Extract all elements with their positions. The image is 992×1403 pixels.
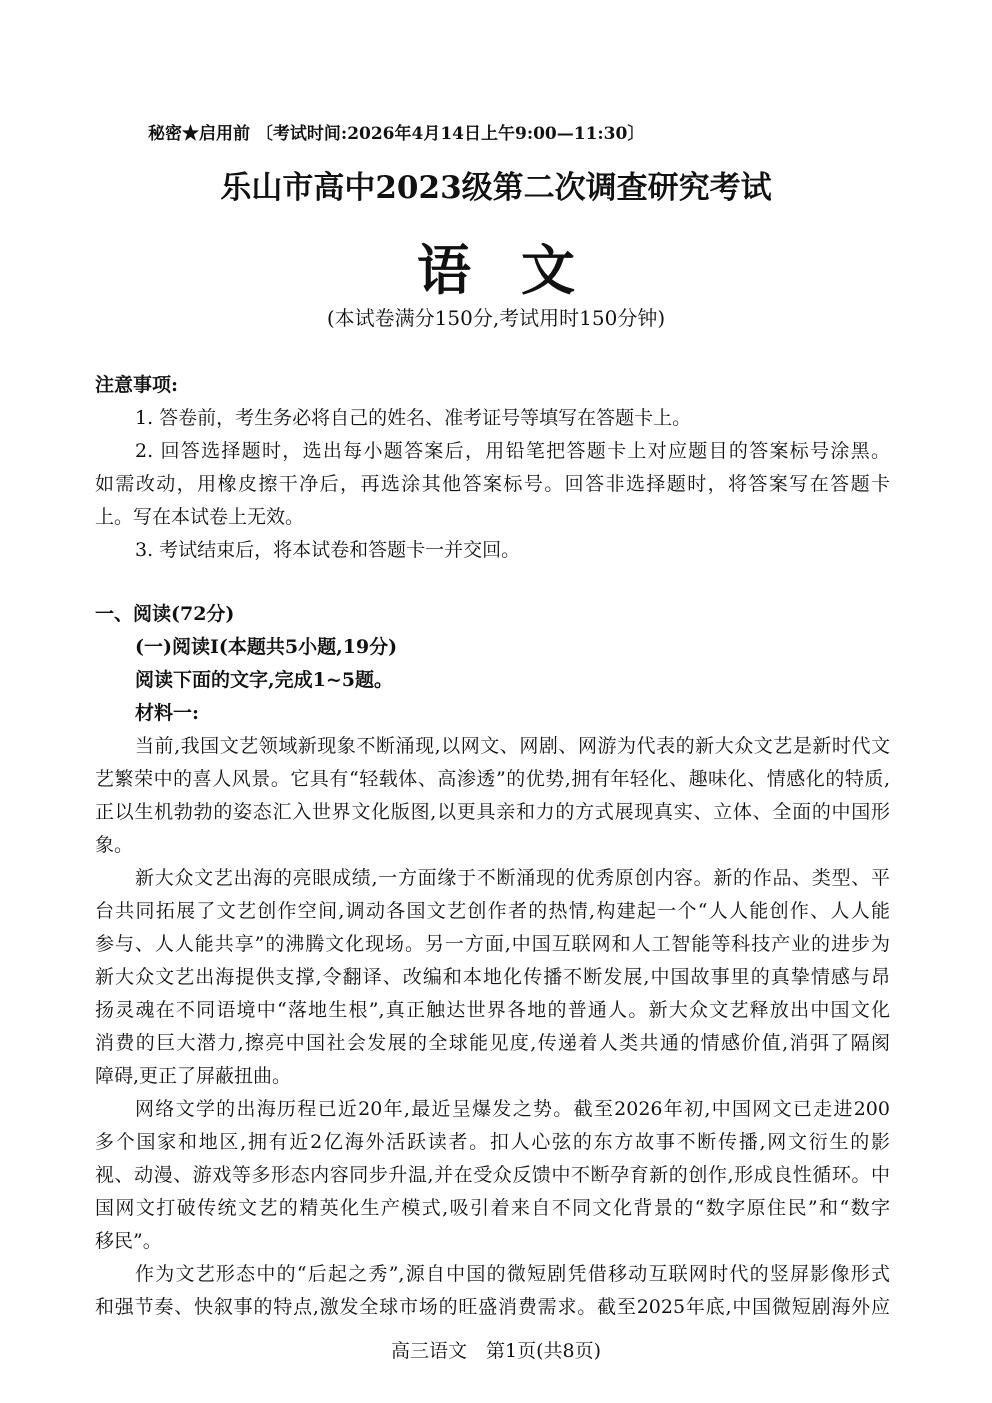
text-line: 作为文艺形态中的“后起之秀”,源自中国的微短剧凭借移动互联网时代的竖屏影像形式 bbox=[135, 1263, 890, 1285]
text-line: 国网文打破传统文艺的精英化生产模式,吸引着来自不同文化背景的“数字原住民”和“数字 bbox=[95, 1197, 890, 1219]
text-line: 参与、人人能共享”的沸腾文化现场。另一方面,中国互联网和人工智能等科技产业的进步为 bbox=[95, 933, 890, 955]
text-line: 新大众文艺出海的亮眼成绩,一方面缘于不断涌现的优秀原创内容。新的作品、类型、平 bbox=[135, 867, 890, 889]
text-line: 障碍,更正了屏蔽扭曲。 bbox=[95, 1065, 292, 1087]
paragraph bbox=[95, 1258, 890, 1324]
text-line: 象。 bbox=[95, 834, 134, 856]
text-line: 网络文学的出海历程已近20年,最近呈爆发之势。截至2026年初,中国网文已走进200 bbox=[135, 1098, 890, 1120]
text-line: 新大众文艺出海提供支撑,令翻译、改编和本地化传播不断发展,中国故事里的真挚情感与昂 bbox=[95, 966, 890, 988]
material-label: 材料一: bbox=[135, 702, 200, 724]
notice-section bbox=[95, 369, 890, 567]
text-line: 台共同拓展了文艺创作空间,调动各国文艺创作者的热情,构建起一个“人人能创作、人人能 bbox=[95, 900, 890, 922]
reading-section bbox=[95, 598, 890, 1324]
confidential-exam-time-line: 秘密★启用前 〔考试时间:2026年4月14日上午9:00—11:30〕 bbox=[148, 124, 645, 144]
sub-section-heading: (一)阅读Ⅰ(本题共5小题,19分) bbox=[135, 636, 398, 658]
exam-title: 乐山市高中2023级第二次调查研究考试 bbox=[220, 170, 772, 206]
text-line: 如需改动，用橡皮擦干净后，再选涂其他答案标号。回答非选择题时，将答案写在答题卡 bbox=[95, 473, 890, 495]
section-heading: 一、阅读(72分) bbox=[95, 603, 235, 625]
text-line: 2. 回答选择题时，选出每小题答案后，用铅笔把答题卡上对应题目的答案标号涂黑。 bbox=[135, 440, 890, 462]
notice-heading: 注意事项: bbox=[95, 374, 179, 396]
paragraph bbox=[95, 730, 890, 862]
paragraph bbox=[95, 1093, 890, 1258]
text-line: 多个国家和地区,拥有近2亿海外活跃读者。扣人心弦的东方故事不断传播,网文衍生的影 bbox=[95, 1131, 890, 1153]
page-footer: 高三语文 第1页(共8页) bbox=[390, 1340, 601, 1362]
instruction: 阅读下面的文字,完成1~5题。 bbox=[135, 669, 393, 691]
text-line: 当前,我国文艺领域新现象不断涌现,以网文、网剧、网游为代表的新大众文艺是新时代文 bbox=[135, 735, 890, 757]
text-line: 扬灵魂在不同语境中“落地生根”,真正触达世界各地的普通人。新大众文艺释放出中国文化 bbox=[95, 999, 890, 1021]
text-line: 消费的巨大潜力,擦亮中国社会发展的全球能见度,传递着人类共通的情感价值,消弭了隔阂 bbox=[95, 1032, 890, 1054]
paragraph bbox=[95, 862, 890, 1093]
text-line: 和强节奏、快叙事的特点,激发全球市场的旺盛消费需求。截至2025年底,中国微短剧海外应 bbox=[95, 1296, 890, 1318]
text-line: 1. 答卷前，考生务必将自己的姓名、准考证号等填写在答题卡上。 bbox=[135, 407, 692, 429]
text-line: 上。写在本试卷上无效。 bbox=[95, 506, 305, 528]
subject-title: 语文 bbox=[417, 238, 625, 302]
notice-item bbox=[95, 402, 890, 435]
text-line: 视、动漫、游戏等多形态内容同步升温,并在受众反馈中不断孕育新的创作,形成良性循环。中 bbox=[95, 1164, 890, 1186]
text-line: 移民”。 bbox=[95, 1230, 162, 1252]
text-line: 正以生机勃勃的姿态汇入世界文化版图,以更具亲和力的方式展现真实、立体、全面的中国形 bbox=[95, 801, 890, 823]
notice-item bbox=[95, 435, 890, 534]
text-line: 艺繁荣中的喜人风景。它具有“轻载体、高渗透”的优势,拥有年轻化、趣味化、情感化的特质, bbox=[95, 768, 890, 790]
notice-item bbox=[95, 534, 890, 567]
exam-score-time: (本试卷满分150分,考试用时150分钟) bbox=[326, 306, 666, 330]
text-line: 3. 考试结束后，将本试卷和答题卡一并交回。 bbox=[135, 539, 521, 561]
